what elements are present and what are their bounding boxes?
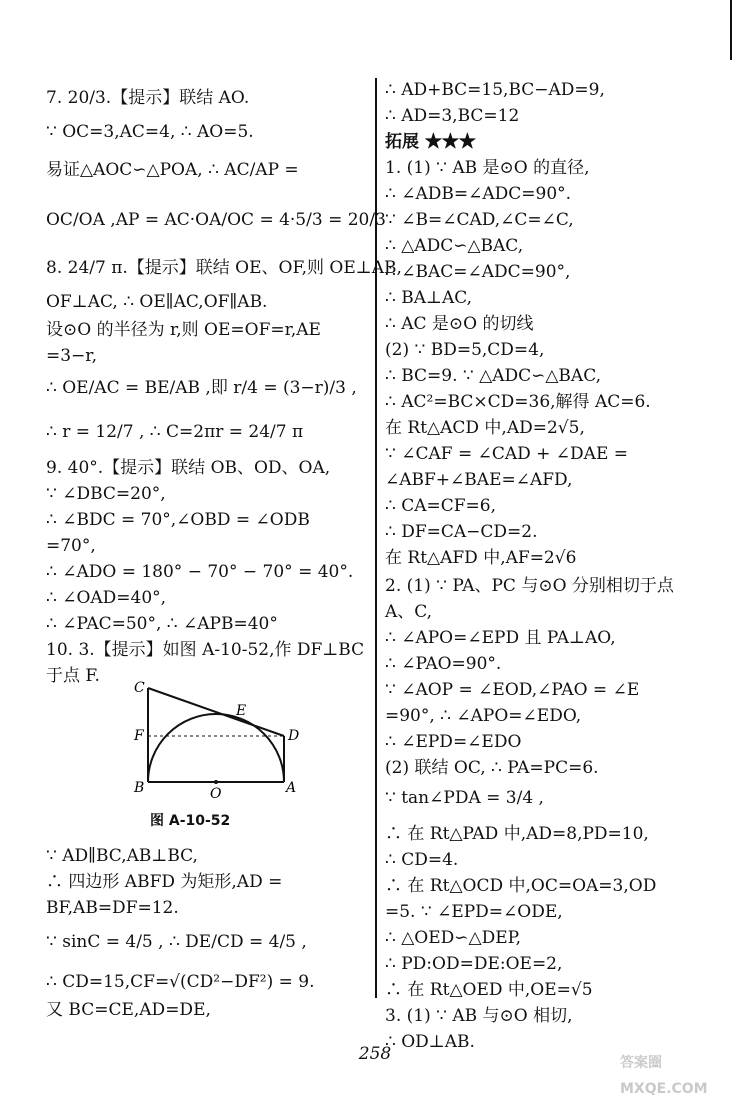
answer-line: ∴ AC 是⊙O 的切线 bbox=[385, 314, 534, 334]
answer-line: (2) ∵ BD=5,CD=4, bbox=[385, 340, 545, 360]
point-label-d: D bbox=[288, 728, 300, 744]
point-label-f: F bbox=[134, 728, 144, 744]
point-label-b: B bbox=[134, 780, 145, 796]
answer-line: ∴ CD=4. bbox=[385, 850, 459, 870]
answer-line: 于点 F. bbox=[46, 666, 100, 686]
answer-line: 2. (1) ∵ PA、PC 与⊙O 分别相切于点 bbox=[385, 576, 674, 596]
point-label-a: A bbox=[286, 780, 297, 796]
answer-line: 10. 3.【提示】如图 A-10-52,作 DF⊥BC bbox=[46, 640, 365, 660]
answer-line: ∴ 在 Rt△OCD 中,OC=OA=3,OD bbox=[385, 876, 657, 896]
answer-line: ∴ CA=CF=6, bbox=[385, 496, 497, 516]
answer-line: ∴ AD=3,BC=12 bbox=[385, 106, 520, 126]
figure-caption: 图 A-10-52 bbox=[150, 813, 231, 829]
answer-line: ∴ OD⊥AB. bbox=[385, 1032, 475, 1052]
answer-line: 8. 24/7 π.【提示】联结 OE、OF,则 OE⊥AB, bbox=[46, 258, 402, 278]
answer-line: ∴ ∠PAC=50°, ∴ ∠APB=40° bbox=[46, 614, 278, 634]
answer-line: ∴ ∠APO=∠EPD 且 PA⊥AO, bbox=[385, 628, 616, 648]
geometry-figure bbox=[88, 600, 308, 800]
answer-line: 在 Rt△AFD 中,AF=2√6 bbox=[385, 548, 577, 568]
answer-line: 3. (1) ∵ AB 与⊙O 相切, bbox=[385, 1006, 573, 1026]
answer-line: ∵ sinC = 4/5 , ∴ DE/CD = 4/5 , bbox=[46, 932, 307, 952]
answer-line: ∴ ∠BAC=∠ADC=90°, bbox=[385, 262, 571, 282]
answer-line: ∵ AD∥BC,AB⊥BC, bbox=[46, 846, 198, 866]
center-point bbox=[214, 780, 218, 784]
point-label-e: E bbox=[236, 703, 247, 719]
answer-line: OC/OA ,AP = AC·OA/OC = 4·5/3 = 20/3 bbox=[46, 210, 386, 230]
answer-line: ∴ ∠OAD=40°, bbox=[46, 588, 167, 608]
answer-line: =90°, ∴ ∠APO=∠EDO, bbox=[385, 706, 582, 726]
answer-line: OF⊥AC, ∴ OE∥AC,OF∥AB. bbox=[46, 292, 268, 312]
answer-line: 又 BC=CE,AD=DE, bbox=[46, 1000, 211, 1020]
answer-line: ∵ ∠B=∠CAD,∠C=∠C, bbox=[385, 210, 574, 230]
semicircle bbox=[148, 714, 284, 782]
answer-line: ∴ AC²=BC×CD=36,解得 AC=6. bbox=[385, 392, 651, 412]
answer-line: ∴ ∠PAO=90°. bbox=[385, 654, 502, 674]
answer-line: ∴ OE/AC = BE/AB ,即 r/4 = (3−r)/3 , bbox=[46, 378, 357, 398]
answer-line: ∴ ∠EPD=∠EDO bbox=[385, 732, 522, 752]
answer-line: ∴ ∠ADO = 180° − 70° − 70° = 40°. bbox=[46, 562, 354, 582]
answer-line: ∵ ∠CAF = ∠CAD + ∠DAE = bbox=[385, 444, 629, 464]
answer-line: A、C, bbox=[385, 602, 433, 622]
answer-line: (2) 联结 OC, ∴ PA=PC=6. bbox=[385, 758, 599, 778]
answer-line: ∴ AD+BC=15,BC−AD=9, bbox=[385, 80, 605, 100]
answer-line: 1. (1) ∵ AB 是⊙O 的直径, bbox=[385, 158, 590, 178]
point-label-c: C bbox=[134, 680, 145, 696]
answer-line: ∵ ∠AOP = ∠EOD,∠PAO = ∠E bbox=[385, 680, 640, 700]
answer-line: 7. 20/3.【提示】联结 AO. bbox=[46, 88, 250, 108]
page-number: 258 bbox=[358, 1044, 392, 1064]
answer-line: ∴ BC=9. ∵ △ADC∽△BAC, bbox=[385, 366, 602, 386]
answer-line: ∴ BA⊥AC, bbox=[385, 288, 473, 308]
answer-line: ∴ 在 Rt△OED 中,OE=√5 bbox=[385, 980, 593, 1000]
answer-line: BF,AB=DF=12. bbox=[46, 898, 179, 918]
answer-line: ∵ ∠DBC=20°, bbox=[46, 484, 166, 504]
section-heading: 拓展 ★★★ bbox=[385, 132, 476, 152]
answer-line: 在 Rt△ACD 中,AD=2√5, bbox=[385, 418, 585, 438]
answer-line: 易证△AOC∽△POA, ∴ AC/AP = bbox=[46, 160, 299, 180]
answer-line: ∴ △ADC∽△BAC, bbox=[385, 236, 524, 256]
answer-line: =3−r, bbox=[46, 346, 97, 366]
answer-line: 设⊙O 的半径为 r,则 OE=OF=r,AE bbox=[46, 320, 321, 340]
segment-cd bbox=[148, 688, 284, 736]
answer-line: =5. ∵ ∠EPD=∠ODE, bbox=[385, 902, 563, 922]
watermark-logo: 答案圈 MXQE.COM bbox=[620, 1055, 708, 1097]
answer-line: ∴ CD=15,CF=√(CD²−DF²) = 9. bbox=[46, 972, 315, 992]
answer-line: ∴ r = 12/7 , ∴ C=2πr = 24/7 π bbox=[46, 422, 304, 442]
answer-line: ∴ △OED∽△DEP, bbox=[385, 928, 522, 948]
answer-line: ∴ DF=CA−CD=2. bbox=[385, 522, 538, 542]
page-edge-line bbox=[730, 0, 732, 60]
answer-line: =70°, bbox=[46, 536, 96, 556]
answer-line: ∴ ∠ADB=∠ADC=90°. bbox=[385, 184, 572, 204]
answer-line: ∠ABF+∠BAE=∠AFD, bbox=[385, 470, 573, 490]
answer-line: ∵ tan∠PDA = 3/4 , bbox=[385, 788, 544, 808]
answer-line: ∵ OC=3,AC=4, ∴ AO=5. bbox=[46, 122, 254, 142]
answer-line: 9. 40°.【提示】联结 OB、OD、OA, bbox=[46, 458, 331, 478]
point-label-o: O bbox=[210, 786, 222, 800]
answer-line: ∴ 四边形 ABFD 为矩形,AD = bbox=[46, 872, 283, 892]
answer-line: ∴ PD:OD=DE:OE=2, bbox=[385, 954, 563, 974]
answer-line: ∴ ∠BDC = 70°,∠OBD = ∠ODB bbox=[46, 510, 310, 530]
answer-line: ∴ 在 Rt△PAD 中,AD=8,PD=10, bbox=[385, 824, 649, 844]
